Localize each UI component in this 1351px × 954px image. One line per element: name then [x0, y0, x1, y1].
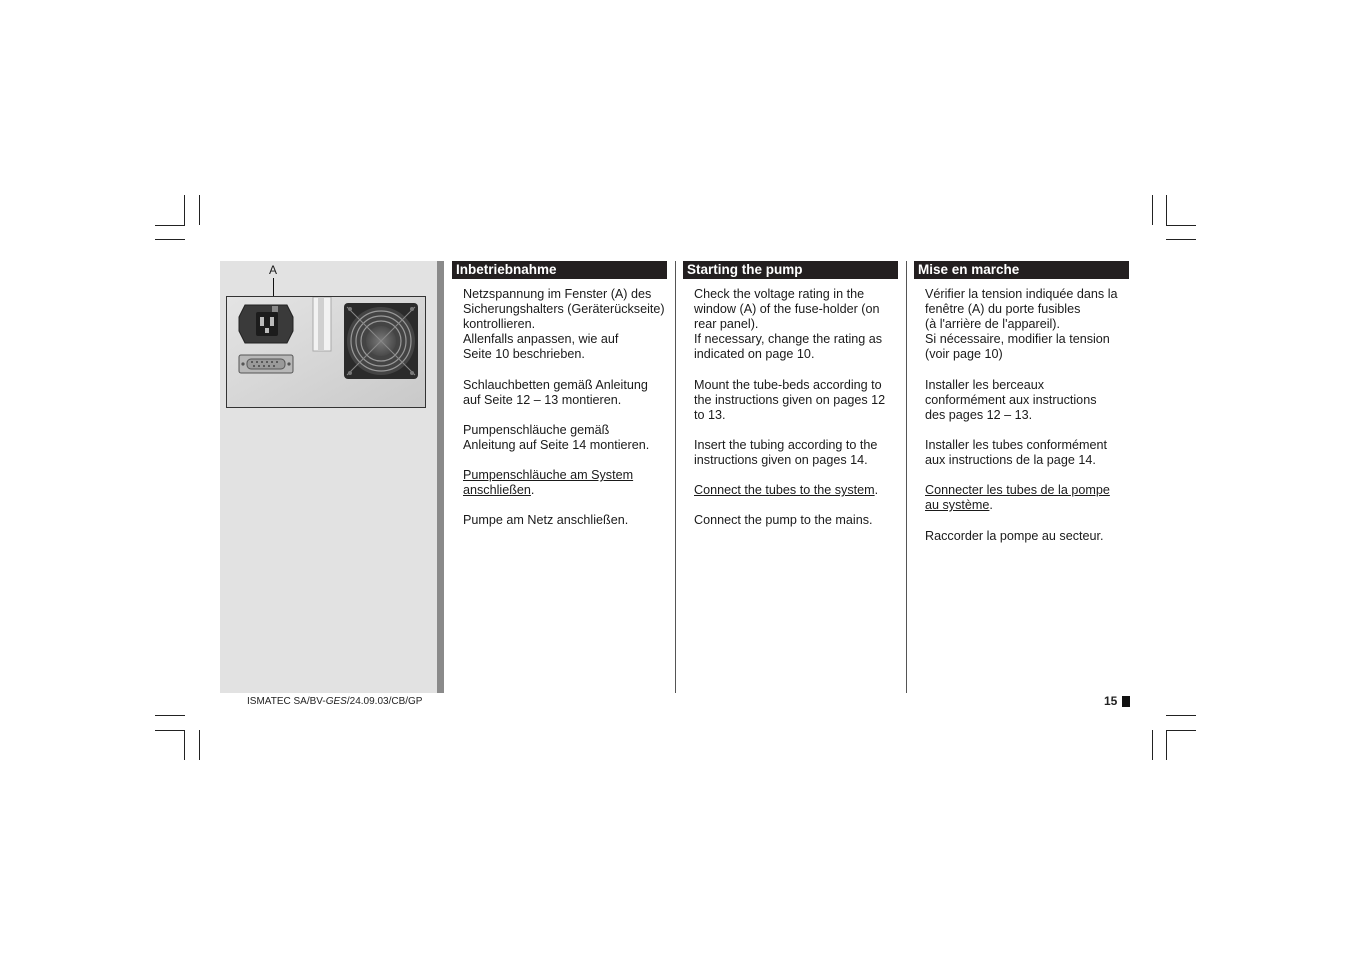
instruction-paragraph: Pumpenschläuche am System anschließen. — [463, 468, 634, 498]
crop-mark — [1166, 239, 1196, 240]
section-body — [914, 279, 1129, 544]
instruction-paragraph: Pumpe am Netz anschließen. — [463, 513, 629, 528]
crop-mark — [1166, 225, 1196, 226]
rear-panel-photo — [226, 296, 426, 408]
section-german — [452, 261, 667, 544]
underlined-instruction: Connect the tubes to the system — [694, 483, 875, 498]
column-divider — [675, 261, 676, 693]
crop-mark — [1166, 715, 1196, 716]
section-heading: Inbetriebnahme — [452, 261, 667, 279]
crop-mark — [155, 715, 185, 716]
instruction-paragraph: Connect the pump to the mains. — [694, 513, 873, 528]
instruction-paragraph: Check the voltage rating in the window (A) of the fuse-holder (on rear panel). If necessary, change the rating as indicated on page 10. — [694, 287, 883, 362]
crop-mark — [155, 730, 185, 731]
instruction-paragraph: Connect the tubes to the system. — [694, 483, 879, 498]
crop-mark — [1152, 195, 1153, 225]
instruction-paragraph: Insert the tubing according to the instructions given on pages 14. — [694, 437, 878, 468]
section-heading: Mise en marche — [914, 261, 1129, 279]
document-reference: ISMATEC SA/BV-GES/24.09.03/CB/GP — [247, 696, 423, 707]
crop-mark — [1166, 195, 1167, 225]
instruction-paragraph: Connecter les tubes de la pompe au système. — [925, 483, 1110, 513]
section-body — [683, 279, 898, 529]
instruction-paragraph: Schlauchbetten gemäß Anleitung auf Seite 12 – 13 montieren. — [463, 377, 648, 407]
panel-divider-bar — [437, 261, 444, 693]
crop-mark — [1166, 730, 1196, 731]
power-inlet-icon — [239, 305, 293, 343]
instruction-paragraph: Installer les tubes conformément aux instructions de la page 14. — [925, 437, 1107, 468]
instruction-paragraph: Netzspannung im Fenster (A) des Sicherungshalters (Geräterückseite) kontrollieren. Allenfalls anpassen, wie auf Seite 10 beschrieben. — [463, 287, 665, 362]
crop-mark — [184, 195, 185, 225]
instruction-paragraph: Vérifier la tension indiquée dans la fenêtre (A) du porte fusibles (à l'arrière de l'appareil). Si nécessaire, modifier la tension (voir page 10) — [925, 287, 1118, 362]
underlined-instruction: Connecter les tubes de la pompe au système — [925, 483, 1110, 513]
rear-panel-illustration — [227, 297, 425, 407]
crop-mark — [155, 225, 185, 226]
photo-callout-label: A — [269, 263, 278, 277]
page-number: 15 — [1104, 694, 1118, 708]
section-heading: Starting the pump — [683, 261, 898, 279]
instruction-paragraph: Mount the tube-beds according to the instructions given on pages 12 to 13. — [694, 377, 886, 422]
crop-mark — [1166, 730, 1167, 760]
instruction-paragraph: Installer les berceaux conformément aux instructions des pages 12 – 13. — [925, 377, 1097, 422]
crop-mark — [199, 730, 200, 760]
instruction-paragraph: Raccorder la pompe au secteur. — [925, 528, 1104, 543]
underlined-instruction: Pumpenschläuche am System anschließen — [463, 468, 634, 498]
column-divider — [906, 261, 907, 693]
page-marker — [1122, 696, 1130, 707]
cooling-fan-icon — [344, 303, 418, 379]
section-english — [683, 261, 898, 544]
crop-mark — [184, 730, 185, 760]
instruction-paragraph: Pumpenschläuche gemäß Anleitung auf Seite 14 montieren. — [463, 422, 650, 452]
section-body — [452, 279, 667, 529]
crop-mark — [199, 195, 200, 225]
crop-mark — [1152, 730, 1153, 760]
section-french — [914, 261, 1129, 559]
serial-connector-icon — [239, 355, 293, 373]
crop-mark — [155, 239, 185, 240]
